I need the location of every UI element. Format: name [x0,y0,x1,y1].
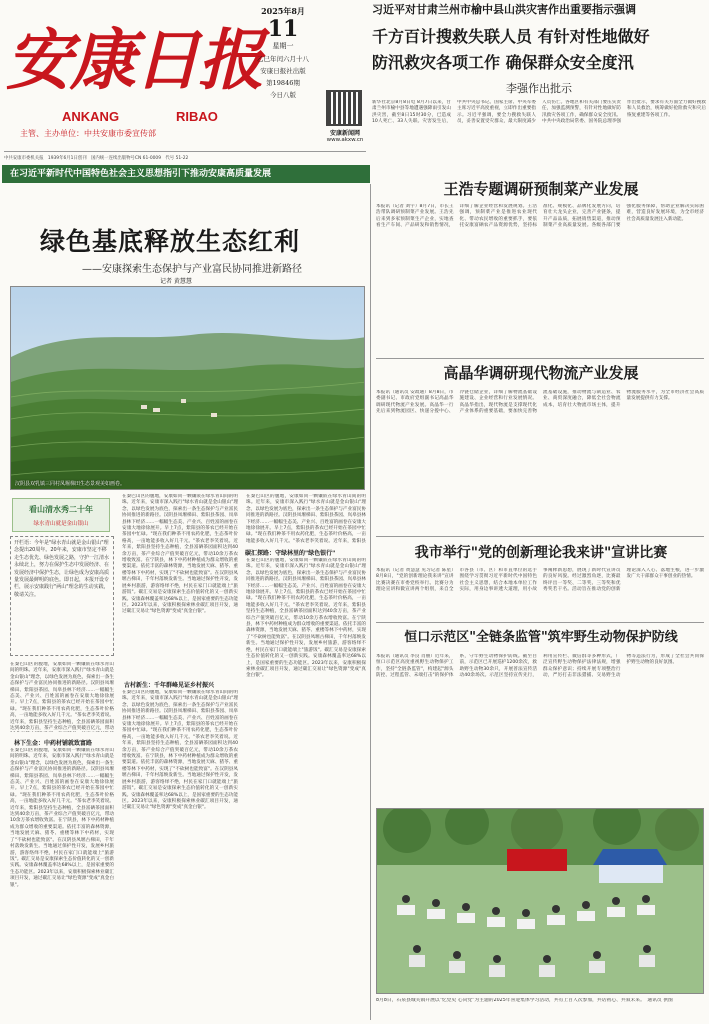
publisher: 安康日报社出版 [260,67,306,75]
story-5-photo-caption: 8月8日，石泉县城关镇开展以"忆党史 心向党"为主题的2025年喜迎集体学习活动，共有上百人次参加，共话初心、共叙未来。 通讯员 供图 [376,998,673,1003]
masthead-pinyin-left: ANKANG [62,109,120,124]
page-count: 今日八版 [270,91,296,99]
story-4-body: 本报讯（记者 黄慧慧 见习记者 陈星）8月8日，"党的创新理论我来讲"宣讲比赛决赛在市委党校举行。比赛分为理论宣讲和微宣讲两个组别，来自全市各县（市、区）和市直单位的选手围绕学习贯彻习近平新时代中国特色社会主义思想，结合本地本单位工作实际，用身边事讲透大道理，用小故事阐释新思想，展现了新时代宣讲员的良好风貌。经过激烈角逐，比赛最终评出一等奖、二等奖、三等奖和优秀奖若干名。活动旨在推动党的创新理论深入人心、落地生根，进一步激发广大干部群众干事创业的热情。 [376,568,704,593]
masthead-title: 安康日报 [6,21,262,99]
divider [376,536,704,537]
feature-section-1: 林下生金：中药材铺就致富路 [14,740,93,747]
feature-byline: 记者 黄慧慧 [160,278,192,285]
top-story-subhead: 李强作出批示 [506,82,572,95]
masthead-pinyin-right: RIBAO [176,109,218,124]
feature-body-col-2: 在秦巴山区的腹地，安康如同一颗镶嵌在绿水青山间的明珠。近年来，安康市深入践行"绿水青山就是金山银山"理念，以绿色发展为底色，探索出一条生态保护与产业富民协同推进的新路径。汉阴县凤堰梯田、紫阳县茶园、岚皋县林下经济……一幅幅生态美、产业兴、百姓富的画卷在安康大地徐徐展开。早上7点，紫阳县的茶农已经开始在茶园中忙碌。"现在我们种茶不用农药化肥，生态茶叶价格高，一亩地能多收入好几千元。"茶农老李笑着说。近年来，紫阳县坚持生态种植，全县富硒茶园面积达到40余万亩，茶产业综合产值突破百亿元，带动10余万茶农增收致富。在宁陕县，林下中药材种植成为群众增收的重要渠道。依托丰富的森林资源，当地发展天麻、猪苓、重楼等林下中药材，实现了"不砍树也能致富"。在汉阴县凤堰古梯田，千年村落焕发新生。当地通过保护性开发，发展乡村旅游，游客络绎不绝，村民在家门口就能端上"旅游饭"。碳汇交易是安康探索生态价值转化的又一创新实践。安康森林覆盖率达68%以上，是国家重要的生态功能区。2023年以来，安康积极探索林业碳汇项目开发，通过碳汇交易让"绿色资源"变成"真金白银"。 [122,494,238,615]
date-day: 11 [267,16,299,42]
story-5-headline: 恒口示范区"全链条监管"筑牢野生动物保护防线 [404,630,678,645]
top-story-headline-2: 防汛救灾各项工作 确保群众安全度汛 [372,53,634,72]
story-5-body: 本报讯（通讯员 李良 肖丽）近年来，恒口示范区高度重视野生动物保护工作，坚持"全链条监管"，构建起"源头防控、过程监管、末端打击"的保护体系，守牢野生动物保护防线。截至目前，示范区已开展巡护1200余次，救助野生动物30余只，开展普法宣传活动40余场次。示范区坚持宣传先行，利用宣传栏、微信群等多种形式，广泛宣传野生动物保护法律法规，增强群众保护意识；持续开展专项整治行动，严厉打击非法猎捕、交易野生动物等违法行为，形成了全社会共同保护野生动物的良好氛围。 [376,654,704,679]
feature-body-col-1: 在秦巴山区的腹地，安康如同一颗镶嵌在绿水青山间的明珠。近年来，安康市深入践行"绿水青山就是金山银山"理念，以绿色发展为底色，探索出一条生态保护与产业富民协同推进的新路径。汉阴县凤堰梯田、紫阳县茶园、岚皋县林下经济……一幅幅生态美、产业兴、百姓富的画卷在安康大地徐徐展开。早上7点，紫阳县的茶农已经开始在茶园中忙碌。"现在我们种茶不用农药化肥，生态茶叶价格高，一亩地能多收入好几千元。"茶农老李笑着说。近年来，紫阳县坚持生态种植，全县富硒茶园面积达到40余万亩，茶产业综合产值突破百亿元，带动 [10,662,114,732]
feature-headline: 绿色基底释放生态红利 [40,227,301,256]
top-story-kicker: 习近平对甘肃兰州市榆中县山洪灾害作出重要指示强调 [372,3,636,16]
site-name: 安康新闻网 [329,130,360,137]
story-5-photo [376,808,704,994]
outdoor-event-image [377,809,704,994]
lunar-date: 乙巳年闰六月十八 [257,55,309,63]
top-story [372,2,706,170]
column-badge [12,498,110,532]
feature-intro: 开栏语：今年是"绿水青山就是金山银山"理念提出20周年。20年来，安康市坚定不移走生态优先、绿色发展之路，守护一江清水永续北上，努力在保护生态中发展经济、在发展经济中保护生态，让绿色成为安康高质量发展最鲜明的底色。即日起，本报开设专栏，展示安康践行"两山"理念的生动实践，敬请关注。 [10,536,114,656]
story-3-headline: 高晶华调研现代物流产业发展 [443,364,639,382]
column-subtitle: 绿水青山就是金山银山 [33,521,89,527]
masthead-slogan: 主管、主办单位：中共安康市委宣传部 [20,129,156,138]
story-2-headline: 王浩专题调研预制菜产业发展 [443,180,639,198]
divider [376,358,704,359]
story-3-body: 本报讯（通讯员 安政通）8月8日，市委副书记、市政府党组副书记高晶华调研现代物流产业发展。高晶华一行先后来到物流园区、快递分拨中心、冷链仓储企业，详细了解物流基础设施建设、企业经营和行业发展情况。高晶华指出，现代物流是支撑现代化产业体系的重要基础，要加快完善物流基础设施，推动物流与制造业、农业、商贸深度融合，降低全社会物流成本，培育壮大物流市场主体，提升物流服务水平，为全市经济社会高质量发展提供有力支撑。 [376,390,704,415]
divider [376,622,704,623]
column-title: 看山清水秀二十年 [29,505,93,514]
story-2-body: 本报讯（记者 刘宇）8月7日，市长王浩带队调研预制菜产业发展。王浩先后来到多家预制菜生产企业，实地查看生产车间、产品研发和销售情况，详细了解企业经营和发展规划。王浩强调，预制菜产业是推进农业现代化、带动农民增收的重要抓手，要依托安康富硒农产品资源优势，坚持标准化、规模化、品牌化发展方向，培育壮大龙头企业，完善产业链条，提升产品品质，拓展销售渠道，推动预制菜产业高质量发展。各级各部门要强化服务保障，帮助企业解决实际困难，营造良好发展环境，为全市经济社会高质量发展注入新动能。 [376,204,704,229]
divider [4,151,366,152]
story-4-headline: 我市举行"党的创新理论我来讲"宣讲比赛 [414,545,668,561]
feature-section-3: 碳汇探路：守绿林里的"绿色银行" [245,550,336,557]
site-url: www.akxw.cn [326,137,364,143]
feature-photo [10,286,365,490]
feature-subhead: ——安康探索生态保护与产业富民协同推进新路径 [82,264,302,275]
feature-body-col-1b: 在秦巴山区的腹地，安康如同一颗镶嵌在绿水青山间的明珠。近年来，安康市深入践行"绿水青山就是金山银山"理念，以绿色发展为底色，探索出一条生态保护与产业富民协同推进的新路径。汉阴县凤堰梯田、紫阳县茶园、岚皋县林下经济……一幅幅生态美、产业兴、百姓富的画卷在安康大地徐徐展开。早上7点，紫阳县的茶农已经开始在茶园中忙碌。"现在我们种茶不用农药化肥，生态茶叶价格高，一亩地能多收入好几千元。"茶农老李笑着说。近年来，紫阳县坚持生态种植，全县富硒茶园面积达到40余万亩，茶产业综合产值突破百亿元，带动10余万茶农增收致富。在宁陕县，林下中药材种植成为群众增收的重要渠道。依托丰富的森林资源，当地发展天麻、猪苓、重楼等林下中药材，实现了"不砍树也能致富"。在汉阴县凤堰古梯田，千年村落焕发新生。当地通过保护性开发，发展乡村旅游，游客络绎不绝，村民在家门口就能端上"旅游饭"。碳汇交易是安康探索生态价值转化的又一创新实践。安康森林覆盖率达68%以上，是国家重要的生态功能区。2023年以来，安康积极探索林业碳汇项目开发，通过碳汇交易让"绿色资源"变成"真金白银"。 [10,748,114,888]
feature-section-2: 古村新生：千年群峰见证乡村振兴 [124,682,215,689]
qr-code-icon [326,90,362,126]
feature-body-col-3: 在秦巴山区的腹地，安康如同一颗镶嵌在绿水青山间的明珠。近年来，安康市深入践行"绿水青山就是金山银山"理念，以绿色发展为底色，探索出一条生态保护与产业富民协同推进的新路径。汉阴县凤堰梯田、紫阳县茶园、岚皋县林下经济……一幅幅生态美、产业兴、百姓富的画卷在安康大地徐徐展开。早上7点，紫阳县的茶农已经开始在茶园中忙碌。"现在我们种茶不用农药化肥，生态茶叶价格高，一亩地能多收入好几千元。"茶农老李笑着说。近年来，紫阳县 [246,494,366,544]
section-banner-text: 在习近平新时代中国特色社会主义思想指引下推动安康高质量发展 [10,169,272,179]
masthead [0,0,372,160]
feature-body-col-2b: 在秦巴山区的腹地，安康如同一颗镶嵌在绿水青山间的明珠。近年来，安康市深入践行"绿水青山就是金山银山"理念，以绿色发展为底色，探索出一条生态保护与产业富民协同推进的新路径。汉阴县凤堰梯田、紫阳县茶园、岚皋县林下经济……一幅幅生态美、产业兴、百姓富的画卷在安康大地徐徐展开。早上7点，紫阳县的茶农已经开始在茶园中忙碌。"现在我们种茶不用农药化肥，生态茶叶价格高，一亩地能多收入好几千元。"茶农老李笑着说。近年来，紫阳县坚持生态种植，全县富硒茶园面积达到40余万亩，茶产业综合产值突破百亿元，带动10余万茶农增收致富。在宁陕县，林下中药材种植成为群众增收的重要渠道。依托丰富的森林资源，当地发展天麻、猪苓、重楼等林下中药材，实现了"不砍树也能致富"。在汉阴县凤堰古梯田，千年村落焕发新生。当地通过保护性开发，发展乡村旅游，游客络绎不绝，村民在家门口就能端上"旅游饭"。碳汇交易是安康探索生态价值转化的又一创新实践。安康森林覆盖率达68%以上，是国家重要的生态功能区。2023年以来，安康积极探索林业碳汇项目开发，通过碳汇交易让"绿色资源"变成"真金白银"。 [122,690,238,811]
top-story-body: 新华社北京8月8日电 8月7日以来，甘肃兰州市榆中县等地遭遇强降雨引发山洪灾害，截至8日15时30分，已造成10人死亡、33人失联。灾害发生后，中共中央总书记、国家主席、中央军委主席习近平高度重视，立即作出重要指示。习近平强调，要全力搜救失联人员，妥善安置受灾群众，最大限度减少人员伤亡。各地区和有关部门要压实责任，加强监测预警，有针对性地做好防汛救灾各项工作，确保群众安全度汛。中共中央政治局常委、国务院总理李强作出批示，要求有关方面全力做好搜救和人员救治，统筹做好抢险救灾和灾后恢复重建等各项工作。 [372,100,706,125]
vertical-divider [370,184,371,1020]
feature-body-col-3b: 在秦巴山区的腹地，安康如同一颗镶嵌在绿水青山间的明珠。近年来，安康市深入践行"绿水青山就是金山银山"理念，以绿色发展为底色，探索出一条生态保护与产业富民协同推进的新路径。汉阴县凤堰梯田、紫阳县茶园、岚皋县林下经济……一幅幅生态美、产业兴、百姓富的画卷在安康大地徐徐展开。早上7点，紫阳县的茶农已经开始在茶园中忙碌。"现在我们种茶不用农药化肥，生态茶叶价格高，一亩地能多收入好几千元。"茶农老李笑着说。近年来，紫阳县坚持生态种植，全县富硒茶园面积达到40余万亩，茶产业综合产值突破百亿元，带动10余万茶农增收致富。在宁陕县，林下中药材种植成为群众增收的重要渠道。依托丰富的森林资源，当地发展天麻、猪苓、重楼等林下中药材，实现了"不砍树也能致富"。在汉阴县凤堰古梯田，千年村落焕发新生。当地通过保护性开发，发展乡村旅游，游客络绎不绝，村民在家门口就能端上"旅游饭"。碳汇交易是安康探索生态价值转化的又一创新实践。安康森林覆盖率达68%以上，是国家重要的生态功能区。2023年以来，安康积极探索林业碳汇项目开发，通过碳汇交易让"绿色资源"变成"真金白银"。 [246,558,366,679]
top-story-headline-1: 千方百计搜救失联人员 有针对性地做好 [372,27,650,46]
section-banner [2,165,370,183]
date-box [246,6,320,136]
feature-photo-caption: 汉阴县双乳镇三同村凤堰梯田生态景观美如画卷。 [15,481,126,487]
masthead-info-line: 中共安康市委机关报 1939年6月1日创刊 国内统一连续出版物号CN 61-0009 代号 51-22 [4,156,189,161]
date-year-month: 2025年8月 [261,6,305,16]
date-weekday: 星期一 [272,42,294,50]
terrace-landscape-image [11,287,365,490]
issue-number: 第19846期 [266,79,300,87]
